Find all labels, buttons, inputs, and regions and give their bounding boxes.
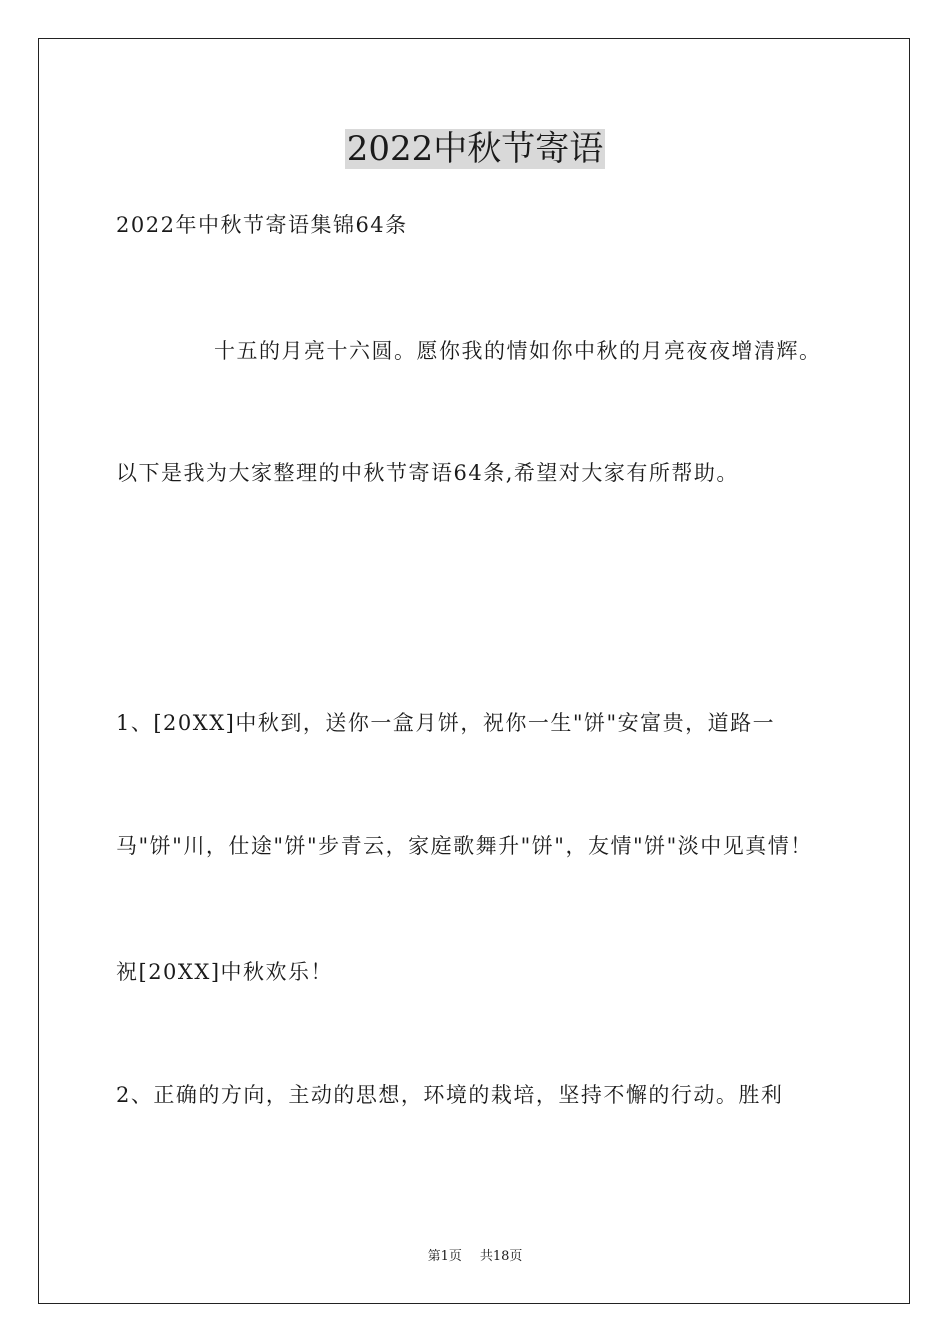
list-item-2-line-1: 2、正确的方向，主动的思想，环境的栽培，坚持不懈的行动。胜利 [116, 1083, 784, 1107]
page-number: 第1页 [427, 1249, 462, 1264]
document-subtitle: 2022年中秋节寄语集锦64条 [116, 213, 408, 237]
page-footer [0, 1248, 950, 1266]
list-item-1-line-1: 1、[20XX]中秋到，送你一盒月饼，祝你一生"饼"安富贵，道路一 [116, 711, 776, 735]
page-total: 共18页 [479, 1249, 523, 1264]
intro-paragraph-1: 十五的月亮十六圆。愿你我的情如你中秋的月亮夜夜增清辉。 [214, 339, 822, 363]
intro-paragraph-2: 以下是我为大家整理的中秋节寄语64条,希望对大家有所帮助。 [116, 461, 739, 485]
title-highlight: 2022中秋节寄语 [346, 129, 604, 169]
document-title [0, 128, 950, 170]
list-item-1-line-3: 祝[20XX]中秋欢乐！ [116, 960, 334, 984]
list-item-1-line-2: 马"饼"川，仕途"饼"步青云，家庭歌舞升"饼"，友情"饼"淡中见真情！ [116, 834, 813, 858]
